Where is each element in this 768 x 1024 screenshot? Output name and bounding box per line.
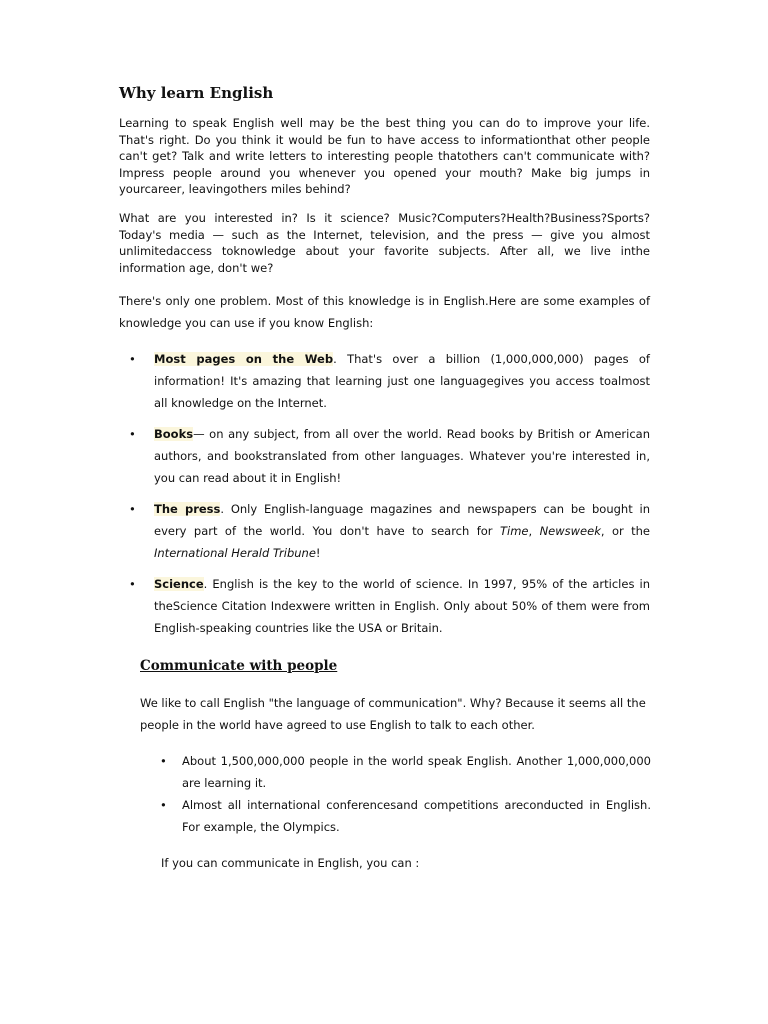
item-text: . That's over a billion (1,000,000,000) pages of information! It's amazing that learning just one languagegives you access toalmost all knowledge on the Internet. xyxy=(154,352,650,410)
list-item xyxy=(119,573,650,639)
knowledge-examples-list xyxy=(119,348,650,648)
item-text: Almost all international conferencesand competitions areconducted in English. For example, the Olympics. xyxy=(182,798,651,834)
item-text: . English is the key to the world of science. In 1997, 95% of the articles in theScience Citation Indexwere written in English. Only about 50% of them were from English-speaking countries like the USA or Britain. xyxy=(154,577,650,635)
highlighted-term: Books xyxy=(154,427,194,441)
list-item xyxy=(119,348,650,414)
bullet-icon: • xyxy=(160,798,167,812)
section-heading: Communicate with people xyxy=(140,658,338,674)
item-text: , or the xyxy=(600,524,651,538)
intro-paragraph: Learning to speak English well may be the best thing you can do to improve your life. That's right. Do you think it would be fun to have access to informationthat other people can't get? Talk and write letters to interesting people thatothers can't communicate with? Impress people around you whenever you opened your mouth? Make big jumps in yourcareer, leavingothers miles behind? xyxy=(119,116,650,197)
page-title: Why learn English xyxy=(119,84,274,102)
communication-paragraph: We like to call English "the language of communication". Why? Because it seems all the people in the world have agreed to use English to talk to each other. xyxy=(140,696,646,732)
bullet-icon: • xyxy=(129,502,136,516)
publication-title: International Herald Tribune xyxy=(154,546,316,560)
list-item xyxy=(119,423,650,489)
highlighted-term: Science xyxy=(154,577,204,591)
highlighted-term: Most pages on the Web xyxy=(154,352,334,366)
publication-title: Newsweek xyxy=(539,524,601,538)
highlighted-term: The press xyxy=(154,502,221,516)
item-text: , xyxy=(528,524,540,538)
list-item xyxy=(119,498,650,564)
bullet-icon: • xyxy=(129,427,136,441)
item-text: . Only English-language magazines and newspapers can be bought in every part of the world. You don't have to search for xyxy=(154,502,650,538)
list-item xyxy=(140,794,651,838)
problem-paragraph: There's only one problem. Most of this knowledge is in English.Here are some examples of knowledge you can use if you know English: xyxy=(119,294,650,330)
interests-paragraph: What are you interested in? Is it science? Music?Computers?Health?Business?Sports? Today's media — such as the Internet, television, and the press — give you almost unlimitedaccess toknowledge about your favorite subjects. After all, we live inthe information age, don't we? xyxy=(119,211,650,275)
item-text: About 1,500,000,000 people in the world speak English. Another 1,000,000,000 are learning it. xyxy=(182,754,651,790)
publication-title: Time xyxy=(499,524,529,538)
item-text: ! xyxy=(315,546,321,560)
list-item xyxy=(140,750,651,794)
closing-paragraph: If you can communicate in English, you can : xyxy=(161,856,420,870)
item-text: — on any subject, from all over the world. Read books by British or American authors, and bookstranslated from other languages. Whatever you're interested in, you can read about it in English! xyxy=(154,427,650,485)
bullet-icon: • xyxy=(129,577,136,591)
communication-facts-list xyxy=(140,750,651,838)
bullet-icon: • xyxy=(129,352,136,366)
bullet-icon: • xyxy=(160,754,167,768)
